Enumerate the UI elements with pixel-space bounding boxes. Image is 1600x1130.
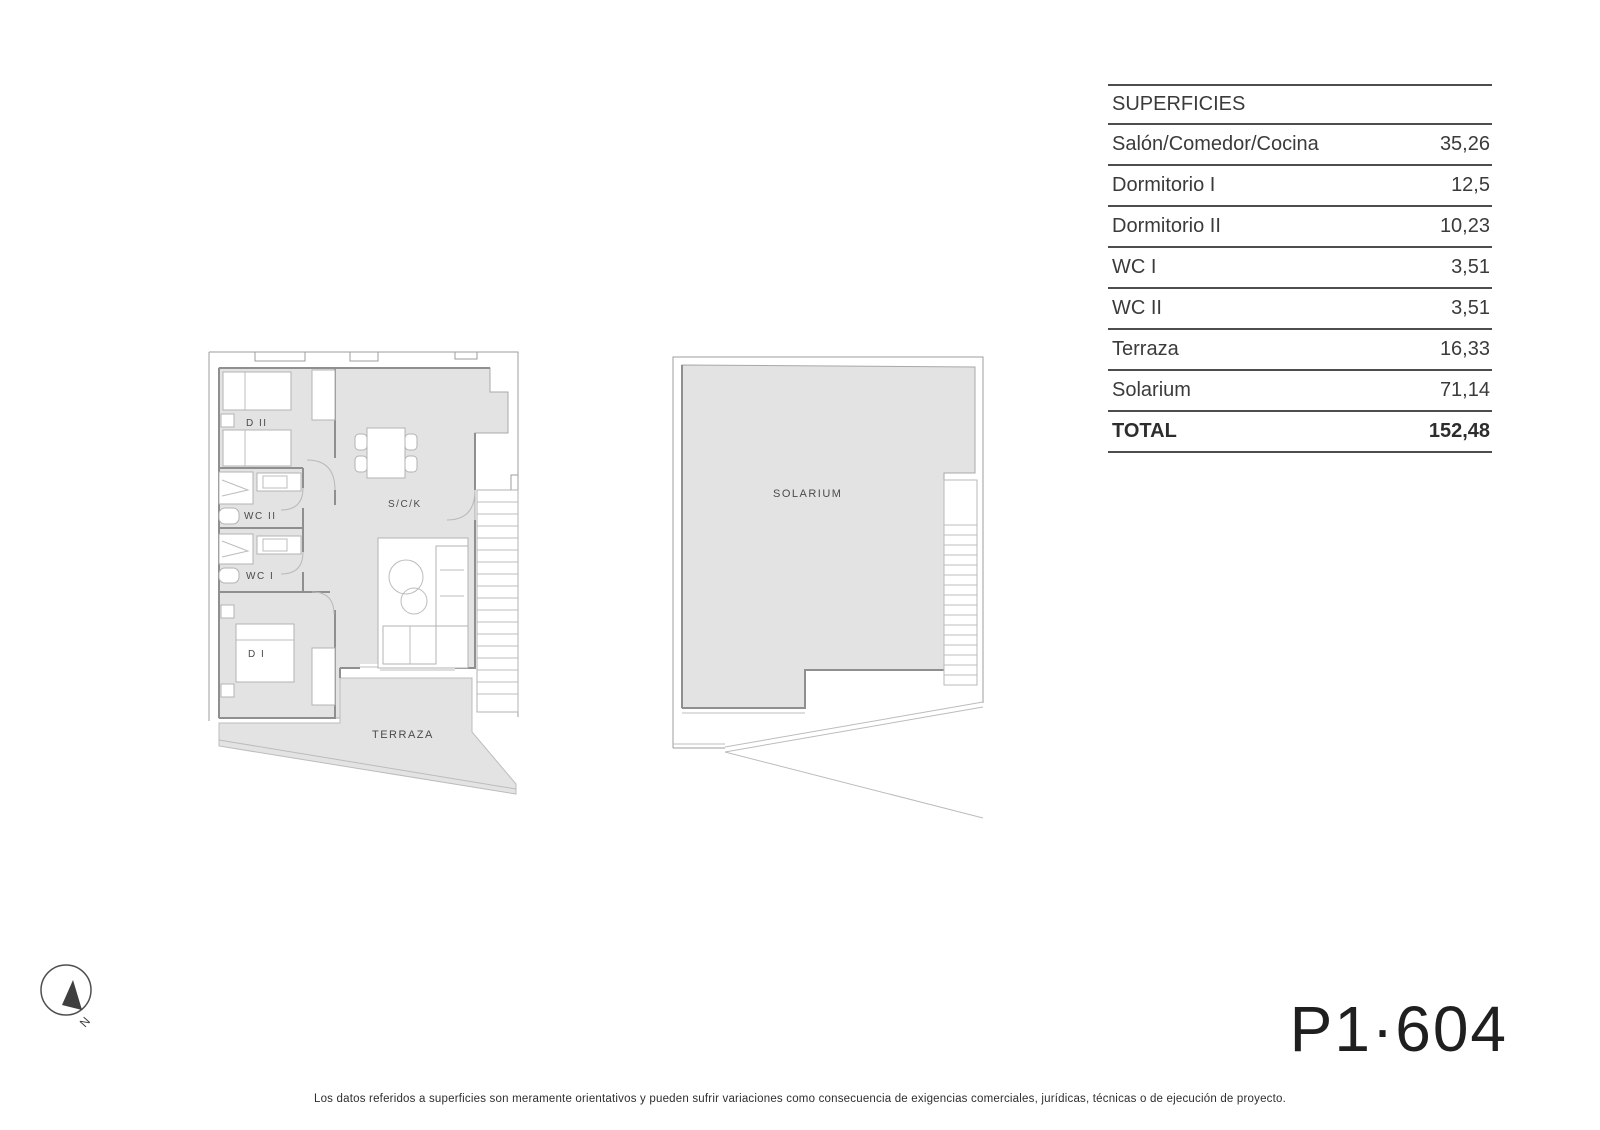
compass-north-label: N xyxy=(76,1014,94,1031)
row-value: 3,51 xyxy=(1451,297,1490,319)
row-label: Terraza xyxy=(1112,338,1179,360)
row-value: 71,14 xyxy=(1439,379,1490,401)
table-row xyxy=(1108,289,1492,330)
table-row xyxy=(1108,207,1492,248)
roof-edge-lines xyxy=(673,702,983,818)
row-label: WC I xyxy=(1112,256,1157,278)
table-row xyxy=(1108,166,1492,207)
kitchen-block xyxy=(378,538,468,668)
table-row xyxy=(1108,371,1492,412)
row-value: 35,26 xyxy=(1439,133,1490,155)
north-compass xyxy=(28,948,118,1048)
room-label-sck: S/C/K xyxy=(388,499,422,510)
row-label: Salón/Comedor/Cocina xyxy=(1112,133,1319,155)
compass-needle xyxy=(62,980,82,1010)
superficies-header xyxy=(1108,86,1492,125)
footer-disclaimer: Los datos referidos a superficies son meramente orientativos y pueden sufrir variaciones como consecuencia de exigencias comerciales, jurídicas, técnicas o de ejecución de proyecto. xyxy=(313,1093,1287,1105)
apartment-staircase xyxy=(477,490,518,712)
table-row xyxy=(1108,330,1492,371)
row-label: Dormitorio II xyxy=(1112,215,1221,237)
apartment-floor-plan xyxy=(200,340,530,810)
table-row xyxy=(1108,248,1492,289)
row-value: 16,33 xyxy=(1439,338,1490,360)
room-label-wc1: WC I xyxy=(246,571,275,582)
row-label: WC II xyxy=(1112,297,1162,319)
room-label-wc2: WC II xyxy=(244,511,277,522)
row-value: 10,23 xyxy=(1439,215,1490,237)
row-value: 12,5 xyxy=(1451,174,1490,196)
superficies-table xyxy=(1108,84,1492,453)
table-row xyxy=(1108,412,1492,453)
room-label-solarium: SOLARIUM xyxy=(773,488,843,500)
superficies-title: SUPERFICIES xyxy=(1112,93,1246,115)
solarium-staircase xyxy=(944,480,977,685)
row-label: TOTAL xyxy=(1112,420,1177,442)
room-label-d1: D I xyxy=(248,649,266,660)
row-label: Dormitorio I xyxy=(1112,174,1216,196)
row-label: Solarium xyxy=(1112,379,1191,401)
compass-circle xyxy=(41,965,91,1015)
solarium-floor-plan xyxy=(640,340,990,820)
row-value: 3,51 xyxy=(1451,256,1490,278)
room-label-d2: D II xyxy=(246,418,268,429)
solarium-floor xyxy=(682,365,975,708)
table-row xyxy=(1108,125,1492,166)
room-label-terraza: TERRAZA xyxy=(372,729,434,741)
row-value: 152,48 xyxy=(1428,420,1490,442)
plan-code: P1·604 xyxy=(1289,993,1508,1065)
